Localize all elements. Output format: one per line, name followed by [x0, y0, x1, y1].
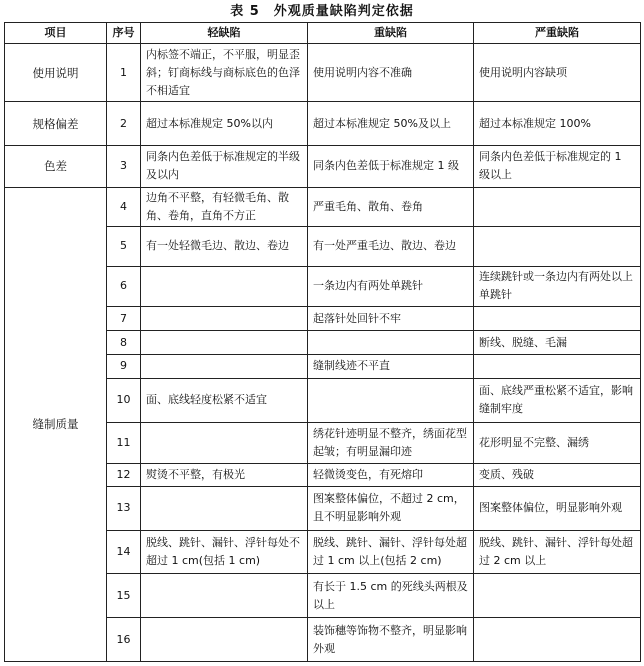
header-light: 轻缺陷 — [141, 23, 308, 44]
light-cell — [141, 266, 308, 307]
row-no: 14 — [107, 530, 141, 574]
group-usage: 使用说明 — [5, 44, 107, 102]
heavy-cell: 起落针处回针不牢 — [308, 307, 474, 331]
heavy-cell: 超过本标准规定 50%及以上 — [308, 102, 474, 146]
severe-cell — [474, 227, 641, 267]
light-cell: 脱线、跳针、漏针、浮针每处不超过 1 cm(包括 1 cm) — [141, 530, 308, 574]
light-cell: 有一处轻微毛边、散边、卷边 — [141, 227, 308, 267]
heavy-cell — [308, 378, 474, 422]
severe-cell — [474, 574, 641, 618]
severe-cell — [474, 618, 641, 662]
light-cell: 边角不平整，有轻微毛角、散角、卷角，直角不方正 — [141, 187, 308, 227]
header-item: 项目 — [5, 23, 107, 44]
severe-cell — [474, 187, 641, 227]
table-row — [5, 44, 641, 102]
heavy-cell: 严重毛角、散角、卷角 — [308, 187, 474, 227]
heavy-cell: 使用说明内容不准确 — [308, 44, 474, 102]
heavy-cell: 装饰穗等饰物不整齐，明显影响外观 — [308, 618, 474, 662]
light-cell — [141, 331, 308, 355]
header-row — [5, 23, 641, 44]
light-cell — [141, 355, 308, 379]
severe-cell — [474, 307, 641, 331]
heavy-cell: 轻微烫变色，有死熔印 — [308, 464, 474, 487]
row-no: 9 — [107, 355, 141, 379]
severe-cell: 图案整体偏位，明显影响外观 — [474, 487, 641, 531]
light-cell — [141, 574, 308, 618]
table-row — [5, 102, 641, 146]
row-no: 6 — [107, 266, 141, 307]
row-no: 7 — [107, 307, 141, 331]
heavy-cell: 绣花针迹明显不整齐，绣面花型起皱；有明显漏印迹 — [308, 422, 474, 464]
light-cell: 熨烫不平整，有极光 — [141, 464, 308, 487]
heavy-cell: 有长于 1.5 cm 的死线头两根及以上 — [308, 574, 474, 618]
row-no: 1 — [107, 44, 141, 102]
light-cell: 同条内色差低于标准规定的半级及以内 — [141, 145, 308, 187]
row-no: 2 — [107, 102, 141, 146]
light-cell — [141, 487, 308, 531]
row-no: 15 — [107, 574, 141, 618]
header-no: 序号 — [107, 23, 141, 44]
severe-cell: 连续跳针或一条边内有两处以上单跳针 — [474, 266, 641, 307]
heavy-cell: 图案整体偏位，不超过 2 cm，且不明显影响外观 — [308, 487, 474, 531]
row-no: 13 — [107, 487, 141, 531]
severe-cell: 花形明显不完整、漏绣 — [474, 422, 641, 464]
header-heavy: 重缺陷 — [308, 23, 474, 44]
light-cell: 超过本标准规定 50%以内 — [141, 102, 308, 146]
row-no: 12 — [107, 464, 141, 487]
row-no: 8 — [107, 331, 141, 355]
severe-cell: 同条内色差低于标准规定的 1 级以上 — [474, 145, 641, 187]
group-spec: 规格偏差 — [5, 102, 107, 146]
severe-cell: 变质、残破 — [474, 464, 641, 487]
heavy-cell: 缝制线迹不平直 — [308, 355, 474, 379]
table-title: 表 5 外观质量缺陷判定依据 — [230, 4, 414, 19]
light-cell: 面、底线轻度松紧不适宜 — [141, 378, 308, 422]
light-cell — [141, 618, 308, 662]
group-sewing: 缝制质量 — [5, 187, 107, 661]
heavy-cell: 一条边内有两处单跳针 — [308, 266, 474, 307]
table-row — [5, 187, 641, 227]
severe-cell: 超过本标准规定 100% — [474, 102, 641, 146]
heavy-cell: 有一处严重毛边、散边、卷边 — [308, 227, 474, 267]
header-severe: 严重缺陷 — [474, 23, 641, 44]
defect-table — [4, 22, 641, 662]
light-cell: 内标签不端正，不平服，明显歪斜；钉商标线与商标底色的色泽不相适宜 — [141, 44, 308, 102]
group-color: 色差 — [5, 145, 107, 187]
row-no: 10 — [107, 378, 141, 422]
severe-cell: 使用说明内容缺项 — [474, 44, 641, 102]
heavy-cell: 脱线、跳针、漏针、浮针每处超过 1 cm 以上(包括 2 cm) — [308, 530, 474, 574]
table-row — [5, 145, 641, 187]
light-cell — [141, 307, 308, 331]
light-cell — [141, 422, 308, 464]
row-no: 5 — [107, 227, 141, 267]
row-no: 3 — [107, 145, 141, 187]
severe-cell: 断线、脱缝、毛漏 — [474, 331, 641, 355]
heavy-cell — [308, 331, 474, 355]
row-no: 11 — [107, 422, 141, 464]
row-no: 4 — [107, 187, 141, 227]
row-no: 16 — [107, 618, 141, 662]
severe-cell: 面、底线严重松紧不适宜，影响缝制牢度 — [474, 378, 641, 422]
heavy-cell: 同条内色差低于标准规定 1 级 — [308, 145, 474, 187]
severe-cell: 脱线、跳针、漏针、浮针每处超过 2 cm 以上 — [474, 530, 641, 574]
severe-cell — [474, 355, 641, 379]
